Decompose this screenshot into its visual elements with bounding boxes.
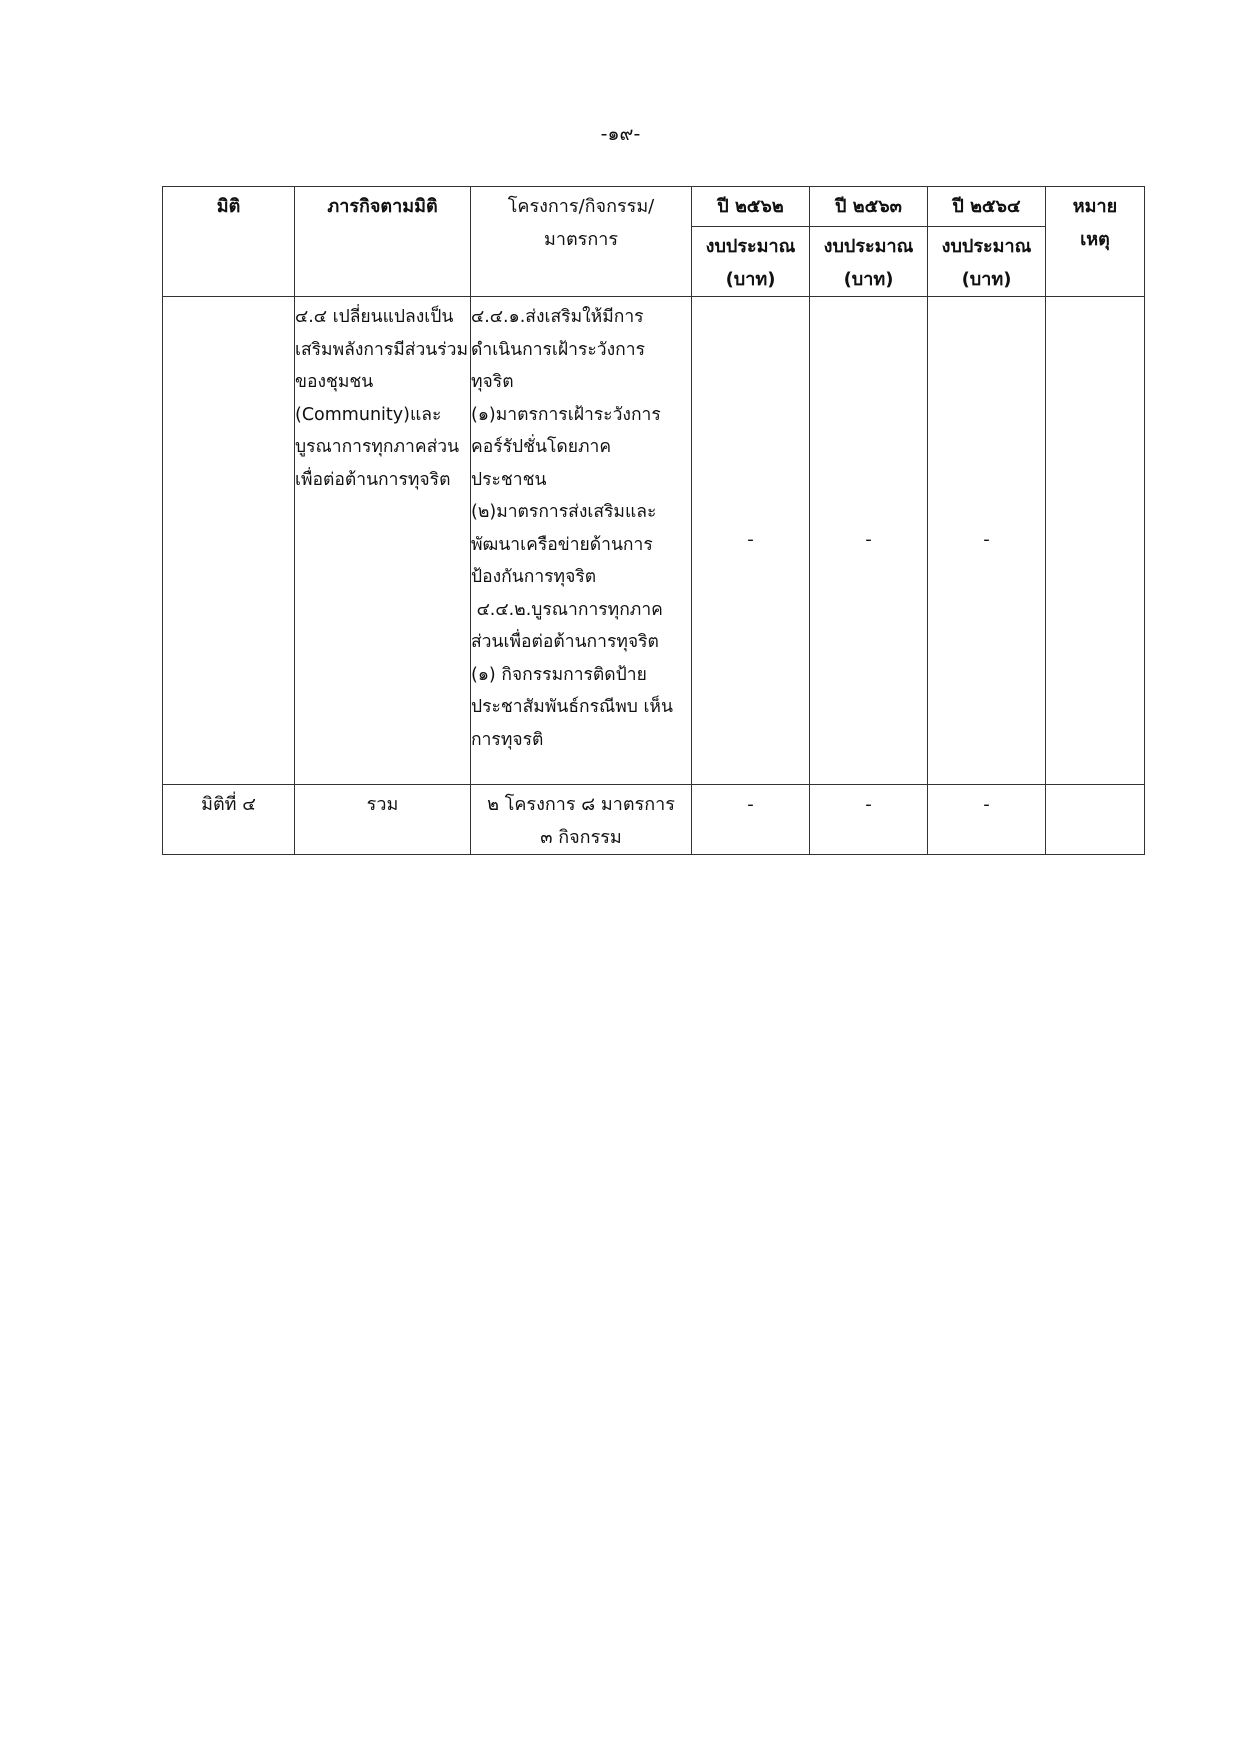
total-budget-2563: - [810,785,928,855]
total-budget-2564: - [928,785,1046,855]
header-year-2562: ปี ๒๕๖๒ [692,187,810,227]
mission-line: เพื่อต่อต้านการทุจริต [295,469,451,490]
budget-label: งบประมาณ [823,236,914,257]
row-mission [295,297,471,785]
budget-unit: (บาท) [961,268,1012,290]
total-project [471,785,692,855]
project-line: (๑)มาตรการเฝ้าระวังการ [471,404,661,425]
table-row [163,297,1145,785]
project-line: ส่วนเพื่อต่อต้านการทุจริต [471,632,659,652]
header-budget-2562 [692,227,810,297]
row-remark [1046,297,1145,785]
budget-label: งบประมาณ [705,236,796,257]
total-row [163,785,1145,855]
header-row [163,187,1145,227]
project-line: ประชาสัมพันธ์กรณีพบ เห็น [471,697,673,717]
budget-table [162,186,1145,855]
mission-line: บูรณาการทุกภาคส่วน [295,437,460,457]
budget-label: งบประมาณ [941,236,1032,257]
row-dimension [163,297,295,785]
header-project [471,187,692,297]
header-project-line1: โครงการ/กิจกรรม/ [507,196,655,217]
total-dimension: มิติที่ ๔ [163,785,295,855]
project-line: คอร์รัปชั่นโดยภาค [471,437,612,457]
project-line: ดำเนินการเฝ้าระวังการ [471,339,645,360]
header-remark-line1: หมาย [1072,196,1118,217]
mission-line: (Community)และ [295,404,442,425]
header-remark-line2: เหตุ [1080,228,1110,250]
mission-line: ๔.๔ เปลี่ยนแปลงเป็น [295,307,454,327]
budget-unit: (บาท) [725,268,776,290]
project-line: ป้องกันการทุจริต [471,567,597,587]
row-project [471,297,692,785]
header-budget-2563 [810,227,928,297]
row-budget-2563: - [810,297,928,785]
row-budget-2564: - [928,297,1046,785]
total-budget-2562: - [692,785,810,855]
header-mission: ภารกิจตามมิติ [295,187,471,297]
mission-line: เสริมพลังการมีส่วนร่วม [295,339,468,360]
page-number: -๑๙- [600,123,641,145]
header-year-2563: ปี ๒๕๖๓ [810,187,928,227]
total-mission: รวม [295,785,471,855]
project-line: การทุจรติ [471,729,544,750]
header-dimension: มิติ [163,187,295,297]
header-project-line2: มาตรการ [543,228,618,250]
budget-unit: (บาท) [843,268,894,290]
project-line: ประชาชน [471,469,547,490]
header-remark [1046,187,1145,297]
project-line: ๔.๔.๒.บูรณาการทุกภาค [471,599,663,620]
mission-line: ของชุมชน [295,372,374,392]
row-budget-2562: - [692,297,810,785]
total-project-line1: ๒ โครงการ ๘ มาตรการ [487,794,675,815]
project-line: (๑) กิจกรรมการติดป้าย [471,664,647,685]
project-line: ทุจริต [471,372,514,392]
total-remark [1046,785,1145,855]
project-line: ๔.๔.๑.ส่งเสริมให้มีการ [471,307,644,327]
total-project-line2: ๓ กิจกรรม [540,826,622,848]
header-year-2564: ปี ๒๕๖๔ [928,187,1046,227]
project-line: พัฒนาเครือข่ายด้านการ [471,534,653,555]
header-budget-2564 [928,227,1046,297]
project-line: (๒)มาตรการส่งเสริมและ [471,502,657,522]
